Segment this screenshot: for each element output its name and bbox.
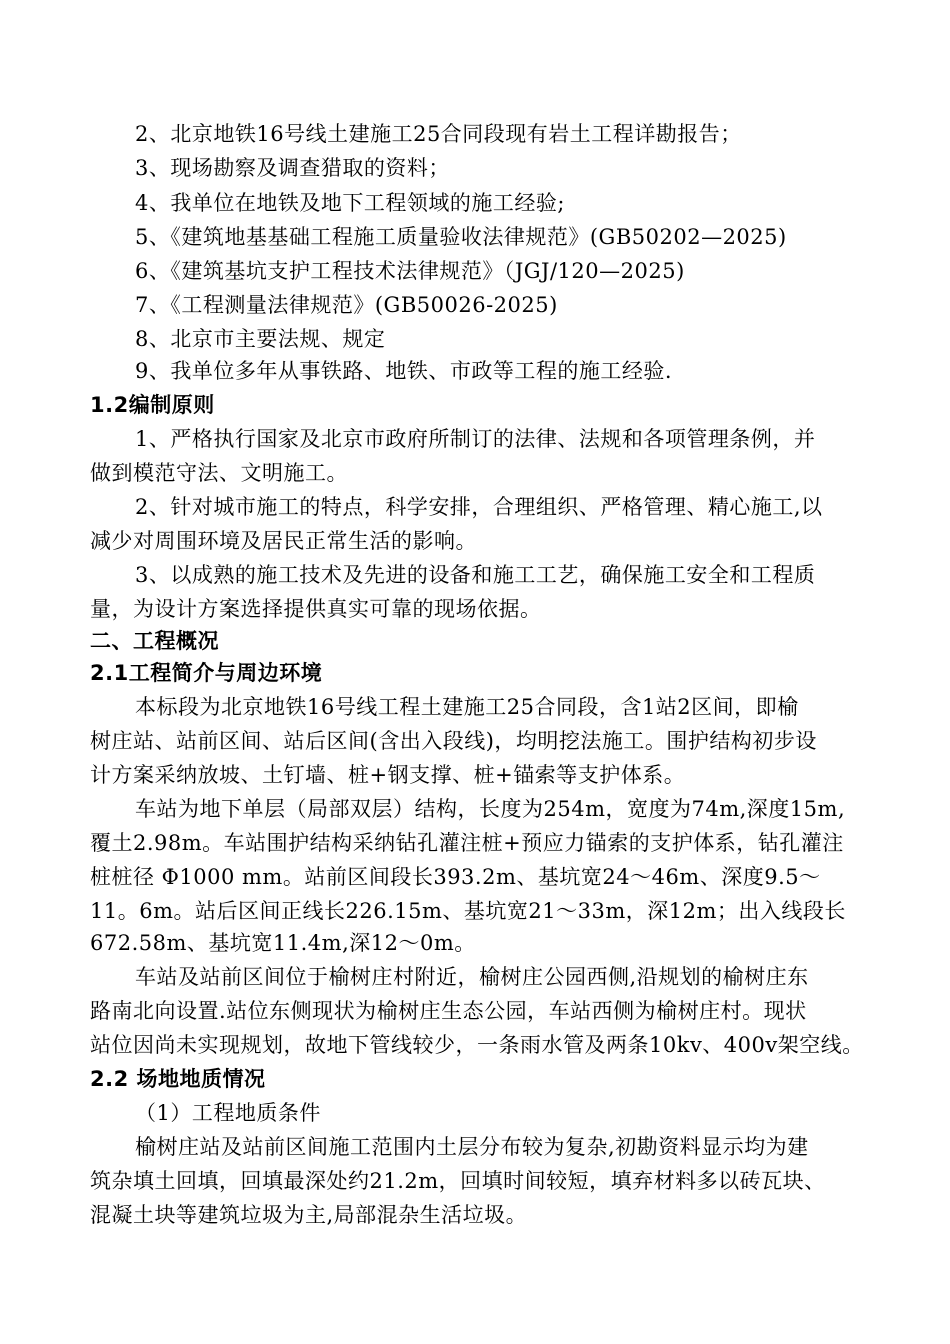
principle-3-line-1: 3、以成熟的施工技术及先进的设备和施工工艺，确保施工安全和工程质 — [135, 563, 816, 587]
section-heading-1-2: 1.2编制原则 — [90, 393, 215, 417]
principle-1-line-2: 做到模范守法、文明施工。 — [90, 461, 348, 485]
intro-para-3-line-2: 路南北向设置.站位东侧现状为榆树庄生态公园，车站西侧为榆树庄村。现状 — [90, 999, 807, 1023]
intro-para-2-line-5: 672.58m、基坑宽11.4m,深12～0m。 — [90, 931, 476, 955]
principle-3-line-2: 量，为设计方案选择提供真实可靠的现场依据。 — [90, 597, 542, 621]
geology-para-line-3: 混凝土块等建筑垃圾为主,局部混杂生活垃圾。 — [90, 1203, 528, 1227]
reference-item-3: 3、现场勘察及调查猎取的资料； — [135, 156, 450, 180]
reference-item-7: 7、《工程测量法律规范》(GB50026-2025) — [135, 293, 558, 317]
intro-para-2-line-3: 桩桩径 Φ1000 mm。站前区间段长393.2m、基坑宽24～46m、深度9.5～ — [90, 865, 821, 889]
reference-item-9: 9、我单位多年从事铁路、地铁、市政等工程的施工经验. — [135, 359, 673, 383]
reference-item-6: 6、《建筑基坑支护工程技术法律规范》（JGJ/120—2025) — [135, 259, 685, 283]
geology-para-line-1: 榆树庄站及站前区间施工范围内土层分布较为复杂,初勘资料显示均为建 — [135, 1135, 809, 1159]
principle-2-line-1: 2、针对城市施工的特点，科学安排，合理组织、严格管理、精心施工,以 — [135, 495, 823, 519]
section-heading-2-1: 2.1工程简介与周边环境 — [90, 661, 323, 685]
reference-item-5: 5、《建筑地基基础工程施工质量验收法律规范》(GB50202—2025) — [135, 225, 787, 249]
intro-para-1-line-1: 本标段为北京地铁16号线工程土建施工25合同段，含1站2区间，即榆 — [135, 695, 799, 719]
subsection-heading-1: （1）工程地质条件 — [135, 1101, 321, 1125]
intro-para-3-line-3: 站位因尚未实现规划，故地下管线较少，一条雨水管及两条10kv、400v架空线。 — [90, 1033, 864, 1057]
intro-para-2-line-4: 11。6m。站后区间正线长226.15m、基坑宽21～33m，深12m；出入线段长 — [90, 899, 846, 923]
intro-para-3-line-1: 车站及站前区间位于榆树庄村附近，榆树庄公园西侧,沿规划的榆树庄东 — [135, 965, 809, 989]
intro-para-2-line-2: 覆土2.98m。车站围护结构采纳钻孔灌注桩+预应力锚索的支护体系，钻孔灌注 — [90, 831, 844, 855]
section-heading-2-2: 2.2 场地地质情况 — [90, 1067, 266, 1091]
chapter-heading-2: 二、工程概况 — [90, 629, 219, 653]
reference-item-8: 8、北京市主要法规、规定 — [135, 327, 386, 351]
reference-item-2: 2、北京地铁16号线土建施工25合同段现有岩土工程详勘报告； — [135, 122, 742, 146]
intro-para-1-line-3: 计方案采纳放坡、土钉墙、桩+钢支撑、桩+锚索等支护体系。 — [90, 763, 686, 787]
geology-para-line-2: 筑杂填土回填，回填最深处约21.2m，回填时间较短，填弃材料多以砖瓦块、 — [90, 1169, 826, 1193]
principle-1-line-1: 1、严格执行国家及北京市政府所制订的法律、法规和各项管理条例，并 — [135, 427, 816, 451]
intro-para-1-line-2: 树庄站、站前区间、站后区间(含出入段线)，均明挖法施工。围护结构初步设 — [90, 729, 817, 753]
reference-item-4: 4、我单位在地铁及地下工程领域的施工经验; — [135, 191, 565, 215]
intro-para-2-line-1: 车站为地下单层（局部双层）结构，长度为254m，宽度为74m,深度15m, — [135, 797, 846, 821]
principle-2-line-2: 减少对周围环境及居民正常生活的影响。 — [90, 529, 477, 553]
